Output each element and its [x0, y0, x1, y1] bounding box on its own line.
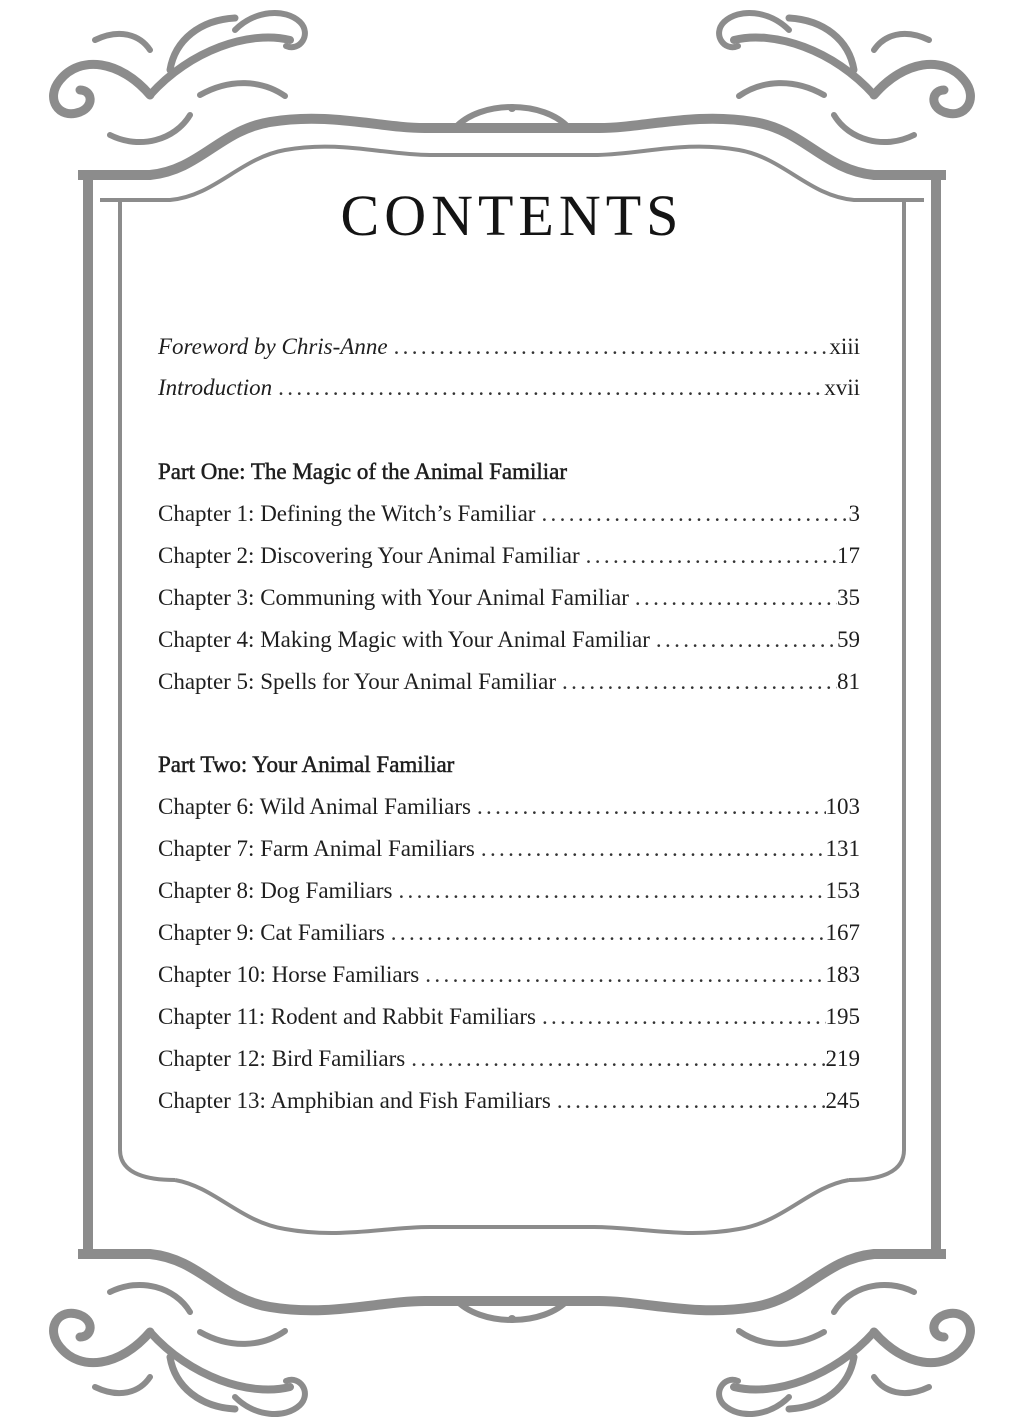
- toc-entry-introduction[interactable]: [158, 371, 860, 405]
- entry-label: Chapter 5: Spells for Your Animal Familiar: [158, 669, 557, 694]
- toc-entry-chapter-12[interactable]: [158, 1042, 860, 1076]
- dot-leader: [536, 1000, 826, 1034]
- page-number: 195: [825, 1004, 860, 1029]
- dot-leader: [471, 790, 826, 824]
- toc-entry-chapter-8[interactable]: [158, 874, 860, 908]
- toc-entry-chapter-11[interactable]: [158, 1000, 860, 1034]
- entry-label: Chapter 11: Rodent and Rabbit Familiars: [158, 1004, 536, 1029]
- entry-label: Chapter 3: Communing with Your Animal Familiar: [158, 585, 629, 610]
- dot-leader: [650, 623, 837, 657]
- toc-entry-chapter-10[interactable]: [158, 958, 860, 992]
- entry-label: Chapter 12: Bird Familiars: [158, 1046, 406, 1071]
- dot-leader: [551, 1084, 826, 1118]
- page-number: 167: [825, 920, 860, 945]
- toc-entry-chapter-2[interactable]: [158, 539, 860, 573]
- entry-label: Chapter 6: Wild Animal Familiars: [158, 794, 471, 819]
- entry-label: Chapter 8: Dog Familiars: [158, 878, 393, 903]
- toc-entry-foreword[interactable]: [158, 330, 860, 364]
- toc-entry-chapter-4[interactable]: [158, 623, 860, 657]
- entry-label: Chapter 13: Amphibian and Fish Familiars: [158, 1088, 551, 1113]
- page-number: 3: [848, 501, 860, 526]
- dot-leader: [580, 539, 837, 573]
- page-number: 153: [825, 878, 860, 903]
- dot-leader: [556, 665, 837, 699]
- page-title: CONTENTS: [340, 183, 684, 248]
- dot-leader: [535, 497, 848, 531]
- page-number: xvii: [824, 375, 860, 400]
- toc-entry-chapter-6[interactable]: [158, 790, 860, 824]
- page-number: xiii: [829, 334, 860, 359]
- page-number: 103: [825, 794, 860, 819]
- toc-entry-chapter-9[interactable]: [158, 916, 860, 950]
- page-number: 81: [837, 669, 860, 694]
- dot-leader: [388, 330, 830, 364]
- entry-label: Chapter 9: Cat Familiars: [158, 920, 385, 945]
- page-number: 17: [837, 543, 860, 568]
- dot-leader: [475, 832, 826, 866]
- entry-label: Chapter 10: Horse Familiars: [158, 962, 420, 987]
- toc-entry-chapter-1[interactable]: [158, 497, 860, 531]
- part-two-heading: Part Two: Your Animal Familiar: [158, 752, 455, 777]
- part-one-heading: Part One: The Magic of the Animal Familiar: [158, 459, 568, 484]
- page-number: 219: [825, 1046, 860, 1071]
- entry-label: Chapter 1: Defining the Witch’s Familiar: [158, 501, 536, 526]
- toc-entry-chapter-13[interactable]: [158, 1084, 860, 1118]
- entry-label: Chapter 7: Farm Animal Familiars: [158, 836, 475, 861]
- entry-label: Introduction: [158, 375, 273, 400]
- dot-leader: [385, 916, 826, 950]
- page-number: 131: [825, 836, 860, 861]
- entry-label: Chapter 4: Making Magic with Your Animal Familiar: [158, 627, 650, 652]
- page-number: 35: [837, 585, 860, 610]
- page-number: 183: [825, 962, 860, 987]
- dot-leader: [272, 371, 824, 405]
- page-number: 59: [837, 627, 860, 652]
- toc-entry-chapter-7[interactable]: [158, 832, 860, 866]
- dot-leader: [392, 874, 825, 908]
- entry-label: Chapter 2: Discovering Your Animal Familiar: [158, 543, 580, 568]
- dot-leader: [629, 581, 837, 615]
- dot-leader: [419, 958, 825, 992]
- toc-entry-chapter-3[interactable]: [158, 581, 860, 615]
- entry-label: Foreword by Chris-Anne: [158, 334, 388, 359]
- page-number: 245: [825, 1088, 860, 1113]
- toc-entry-chapter-5[interactable]: [158, 665, 860, 699]
- dot-leader: [405, 1042, 825, 1076]
